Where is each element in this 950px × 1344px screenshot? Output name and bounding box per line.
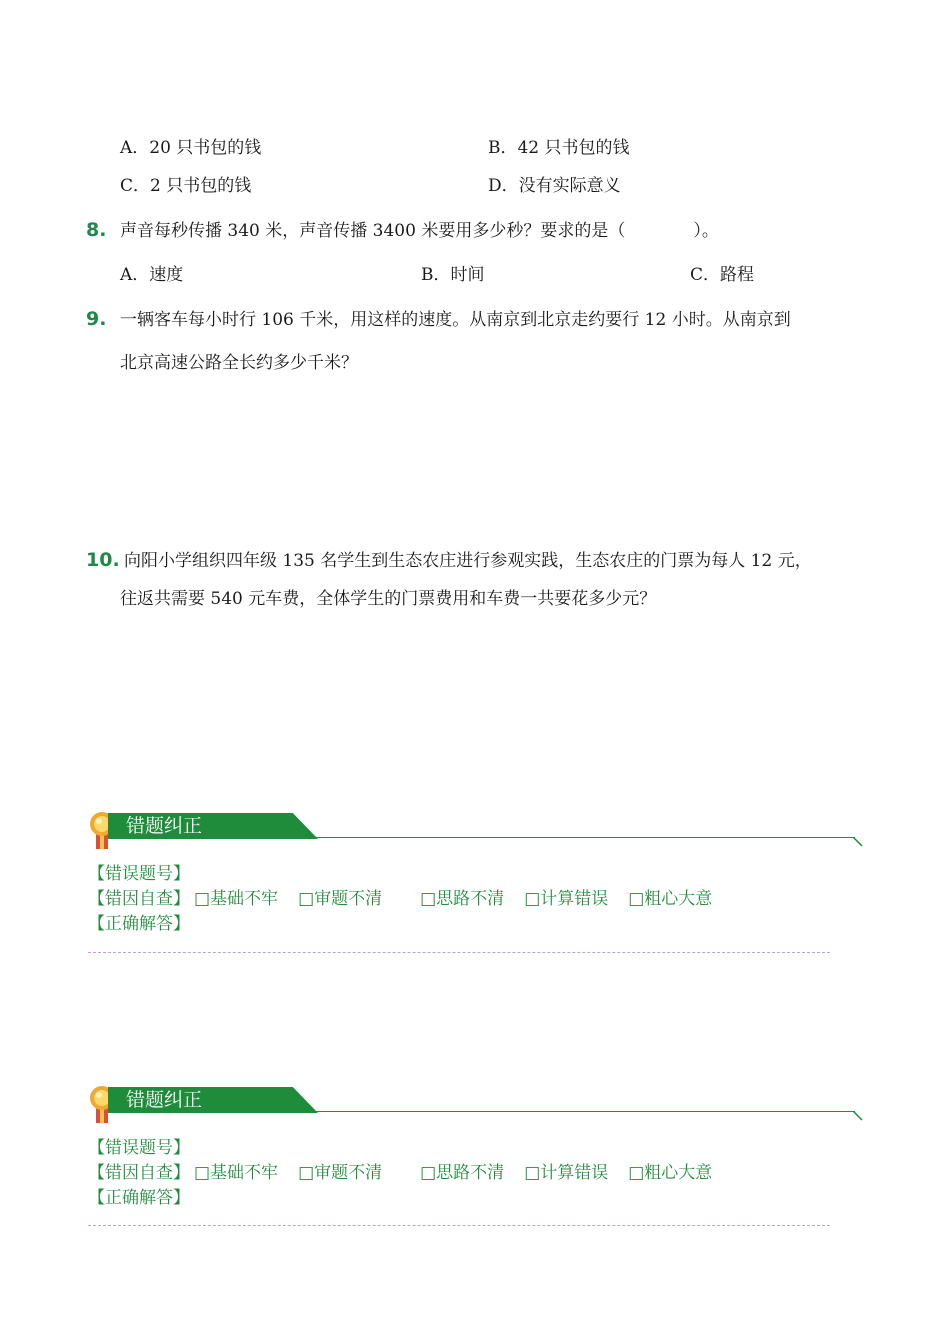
q7-option-a: A．20 只书包的钱 xyxy=(120,138,262,158)
cause-checkbox-approach[interactable]: □思路不清 xyxy=(420,889,505,909)
q7-option-d: D．没有实际意义 xyxy=(488,176,621,196)
cause-checkbox-approach[interactable]: □思路不清 xyxy=(420,1163,505,1183)
q10-line1: 向阳小学组织四年级 135 名学生到生态农庄进行参观实践，生态农庄的门票为每人 12 元， xyxy=(124,551,812,571)
cause-label: 【错因自查】 xyxy=(88,1163,190,1183)
q8-number: 8. xyxy=(86,219,107,241)
cause-checkbox-basics[interactable]: □基础不牢 xyxy=(194,889,279,909)
correction-title: 错题纠正 xyxy=(126,1089,203,1111)
answer-label: 【正确解答】 xyxy=(88,1188,190,1208)
header-tick xyxy=(853,837,863,847)
q10-number: 10. xyxy=(86,549,120,571)
q9-line1: 一辆客车每小时行 106 千米，用这样的速度。从南京到北京走约要行 12 小时。从南京到 xyxy=(120,310,791,330)
q8-option-a: A．速度 xyxy=(120,265,184,285)
header-divider xyxy=(255,837,855,838)
cause-row xyxy=(88,887,712,911)
cause-checkbox-calculation[interactable]: □计算错误 xyxy=(524,1163,609,1183)
q8-option-c: C．路程 xyxy=(690,265,755,285)
cause-label: 【错因自查】 xyxy=(88,889,190,909)
cause-checkbox-basics[interactable]: □基础不牢 xyxy=(194,1163,279,1183)
q9-number: 9. xyxy=(86,308,107,330)
cause-row xyxy=(88,1161,712,1185)
section-divider xyxy=(88,1225,830,1226)
q10-line2: 往返共需要 540 元车费，全体学生的门票费用和车费一共要花多少元？ xyxy=(120,589,657,609)
cause-checkbox-reading[interactable]: □审题不清 xyxy=(298,1163,383,1183)
q9-line2: 北京高速公路全长约多少千米？ xyxy=(120,353,358,373)
wrong-number-label: 【错误题号】 xyxy=(88,864,190,884)
q8-option-b: B．时间 xyxy=(421,265,485,285)
q8-text: 声音每秒传播 340 米，声音传播 3400 米要用多少秒？要求的是（ ）。 xyxy=(120,221,719,241)
correction-header xyxy=(88,1084,868,1124)
cause-checkbox-reading[interactable]: □审题不清 xyxy=(298,889,383,909)
header-tick xyxy=(853,1111,863,1121)
cause-checkbox-calculation[interactable]: □计算错误 xyxy=(524,889,609,909)
correction-header xyxy=(88,810,868,850)
answer-label: 【正确解答】 xyxy=(88,914,190,934)
q7-option-c: C．2 只书包的钱 xyxy=(120,176,252,196)
q7-option-b: B．42 只书包的钱 xyxy=(488,138,630,158)
cause-checkbox-careless[interactable]: □粗心大意 xyxy=(628,889,713,909)
wrong-number-label: 【错误题号】 xyxy=(88,1138,190,1158)
cause-checkbox-careless[interactable]: □粗心大意 xyxy=(628,1163,713,1183)
correction-title: 错题纠正 xyxy=(126,815,203,837)
section-divider xyxy=(88,952,830,953)
header-divider xyxy=(255,1111,855,1112)
